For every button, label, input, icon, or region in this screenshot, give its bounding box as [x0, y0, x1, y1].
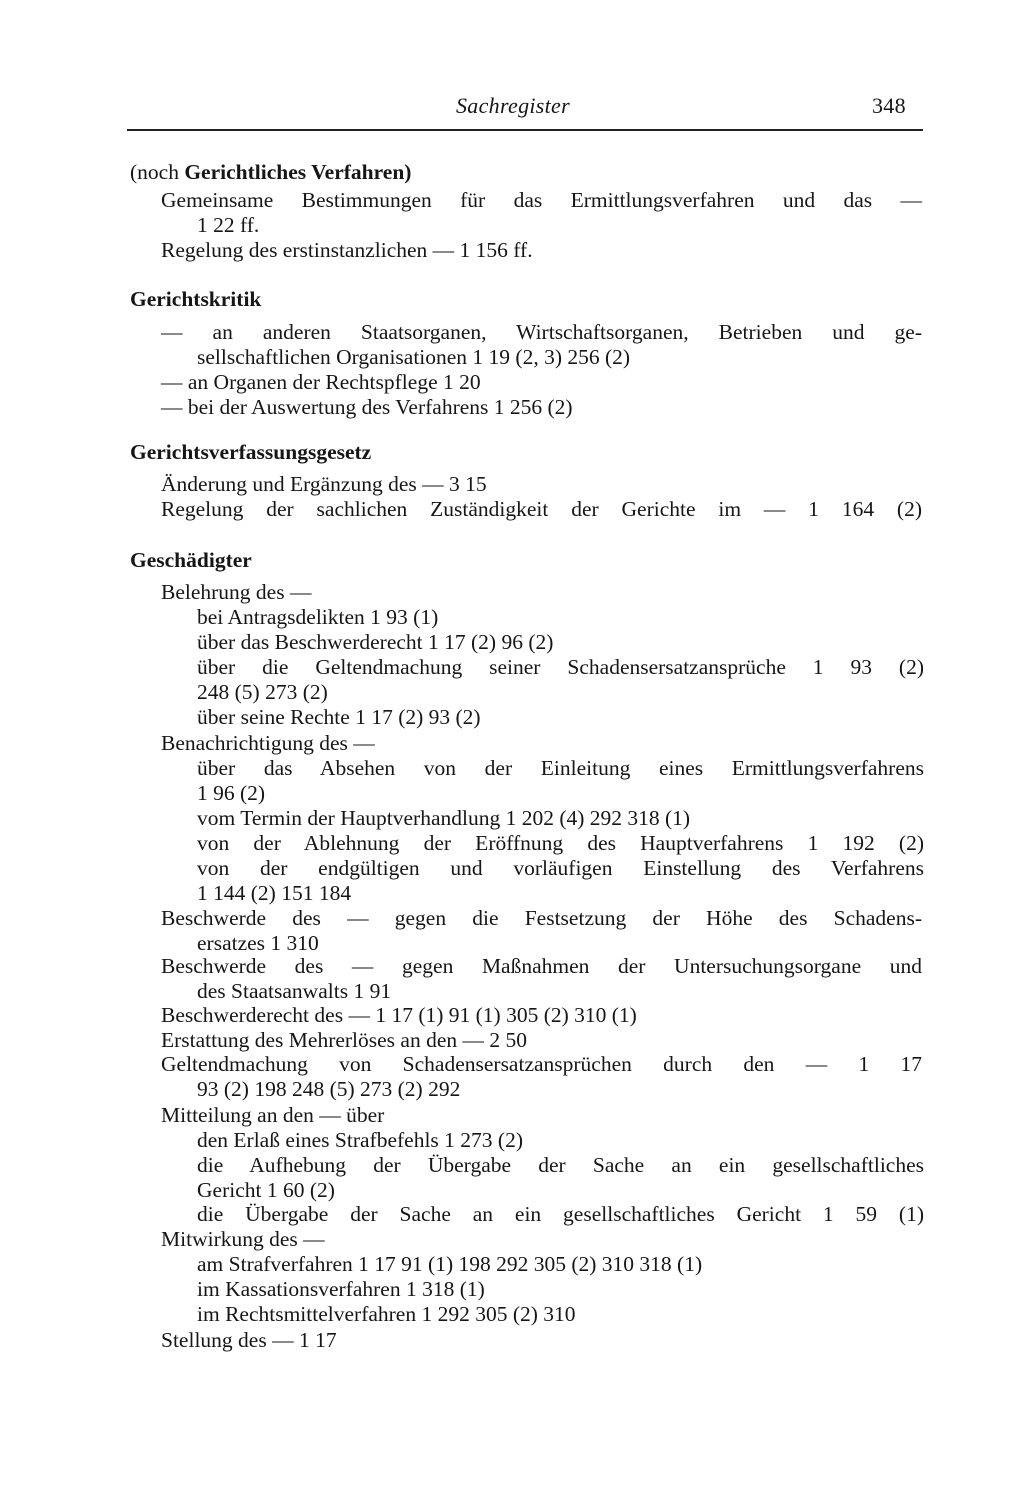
entry-text: Mitwirkung des —: [161, 1227, 325, 1251]
index-subsubentry: [197, 705, 481, 730]
index-subentry: [161, 1328, 337, 1353]
index-subsubentry: [197, 881, 351, 906]
index-subsubentry: [197, 1077, 460, 1102]
index-subentry: [161, 731, 375, 756]
entry-text: Gericht 1 60 (2): [197, 1178, 335, 1202]
entry-text: über das Absehen von der Einleitung eines Ermittlungsverfahrens: [197, 756, 924, 780]
page-number: 348: [872, 93, 906, 118]
index-heading: [130, 440, 371, 465]
entry-text: von der Ablehnung der Eröffnung des Hauptverfahrens 1 192 (2): [197, 831, 924, 855]
index-subsubentry: [197, 345, 630, 370]
entry-text: Mitteilung an den — über: [161, 1103, 385, 1127]
index-subsubentry: [197, 1302, 576, 1327]
index-subentry: [161, 1103, 384, 1128]
index-subentry: [161, 1052, 922, 1077]
entry-text: über seine Rechte 1 17 (2) 93 (2): [197, 705, 481, 729]
index-subsubentry: [197, 213, 259, 238]
index-subsubentry: [197, 781, 265, 806]
index-entry: [130, 160, 411, 185]
index-subentry: [161, 188, 922, 213]
entry-text: die Übergabe der Sache an ein gesellschaftliches Gericht 1 59 (1): [197, 1202, 924, 1226]
entry-text: 93 (2) 198 248 (5) 273 (2) 292: [197, 1077, 461, 1101]
entry-text: Beschwerderecht des — 1 17 (1) 91 (1) 305 (2) 310 (1): [161, 1003, 637, 1027]
index-subsubentry: [197, 831, 924, 856]
index-subentry: [161, 954, 922, 979]
entry-text: Benachrichtigung des —: [161, 731, 375, 755]
entry-text: 1 22 ff.: [197, 213, 260, 237]
entry-text: ersatzes 1 310: [197, 931, 319, 955]
index-subentry: [161, 497, 922, 522]
entry-text: von der endgültigen und vorläufigen Einstellung des Verfahrens: [197, 856, 924, 880]
index-heading: [130, 287, 261, 312]
entry-text: Belehrung des —: [161, 580, 312, 604]
index-subsubentry: [197, 856, 924, 881]
index-subentry: [161, 238, 533, 263]
index-heading: [130, 548, 252, 573]
entry-text: den Erlaß eines Strafbefehls 1 273 (2): [197, 1128, 523, 1152]
entry-text: Änderung und Ergänzung des — 3 15: [161, 472, 487, 496]
entry-text: am Strafverfahren 1 17 91 (1) 198 292 305 (2) 310 318 (1): [197, 1252, 703, 1276]
entry-text: 248 (5) 273 (2): [197, 680, 328, 704]
index-subsubentry: [197, 979, 391, 1004]
entry-text: Erstattung des Mehrerlöses an den — 2 50: [161, 1028, 528, 1052]
index-subsubentry: [197, 680, 328, 705]
entry-text: Regelung der sachlichen Zuständigkeit der Gerichte im — 1 164 (2): [161, 497, 922, 521]
index-subsubentry: [197, 655, 924, 680]
entry-text: im Rechtsmittelverfahren 1 292 305 (2) 310: [197, 1302, 576, 1326]
entry-heading-text: Gerichtliches Verfahren): [184, 160, 412, 184]
index-subentry: [161, 472, 487, 497]
entry-text: bei Antragsdelikten 1 93 (1): [197, 605, 439, 629]
index-subentry: [161, 395, 573, 420]
entry-text: — an anderen Staatsorganen, Wirtschaftsorganen, Betrieben und ge-: [161, 320, 922, 344]
index-subentry: [161, 370, 481, 395]
index-subsubentry: [197, 1252, 702, 1277]
entry-text: Gerichtsverfassungsgesetz: [130, 440, 372, 464]
entry-text: — bei der Auswertung des Verfahrens 1 256 (2): [161, 395, 573, 419]
index-subsubentry: [197, 605, 438, 630]
entry-text: Geschädigter: [130, 548, 252, 572]
entry-text: Stellung des — 1 17: [161, 1328, 337, 1352]
index-subentry: [161, 580, 311, 605]
index-subsubentry: [197, 1153, 924, 1178]
entry-text: Beschwerde des — gegen Maßnahmen der Untersuchungsorgane und: [161, 954, 922, 978]
entry-text: über das Beschwerderecht 1 17 (2) 96 (2): [197, 630, 554, 654]
entry-text: — an Organen der Rechtspflege 1 20: [161, 370, 481, 394]
entry-text: 1 144 (2) 151 184: [197, 881, 352, 905]
entry-text: Regelung des erstinstanzlichen — 1 156 ff.: [161, 238, 533, 262]
entry-text: sellschaftlichen Organisationen 1 19 (2, 3) 256 (2): [197, 345, 631, 369]
entry-text: Gerichtskritik: [130, 287, 262, 311]
index-subentry: [161, 320, 922, 345]
index-subsubentry: [197, 756, 924, 781]
entry-text: Geltendmachung von Schadensersatzansprüchen durch den — 1 17: [161, 1052, 922, 1076]
index-subsubentry: [197, 806, 690, 831]
entry-text: Gemeinsame Bestimmungen für das Ermittlungsverfahren und das —: [161, 188, 922, 212]
index-subentry: [161, 1003, 637, 1028]
header-rule: [127, 129, 923, 131]
index-subentry: [161, 1028, 527, 1053]
entry-text: die Aufhebung der Übergabe der Sache an ein gesellschaftliches: [197, 1153, 924, 1177]
index-subentry: [161, 1227, 325, 1252]
entry-text: im Kassationsverfahren 1 318 (1): [197, 1277, 485, 1301]
entry-text: über die Geltendmachung seiner Schadensersatzansprüche 1 93 (2): [197, 655, 924, 679]
entry-text: des Staatsanwalts 1 91: [197, 979, 392, 1003]
index-subsubentry: [197, 630, 553, 655]
entry-text: Beschwerde des — gegen die Festsetzung der Höhe des Schadens-: [161, 906, 922, 930]
index-subsubentry: [197, 1178, 335, 1203]
running-header-title: Sachregister: [456, 93, 570, 118]
index-subentry: [161, 906, 922, 931]
entry-text: (noch: [130, 160, 179, 184]
entry-text: vom Termin der Hauptverhandlung 1 202 (4) 292 318 (1): [197, 806, 691, 830]
index-subsubentry: [197, 1128, 523, 1153]
index-subsubentry: [197, 931, 319, 956]
index-subsubentry: [197, 1202, 924, 1227]
entry-text: 1 96 (2): [197, 781, 266, 805]
index-subsubentry: [197, 1277, 485, 1302]
